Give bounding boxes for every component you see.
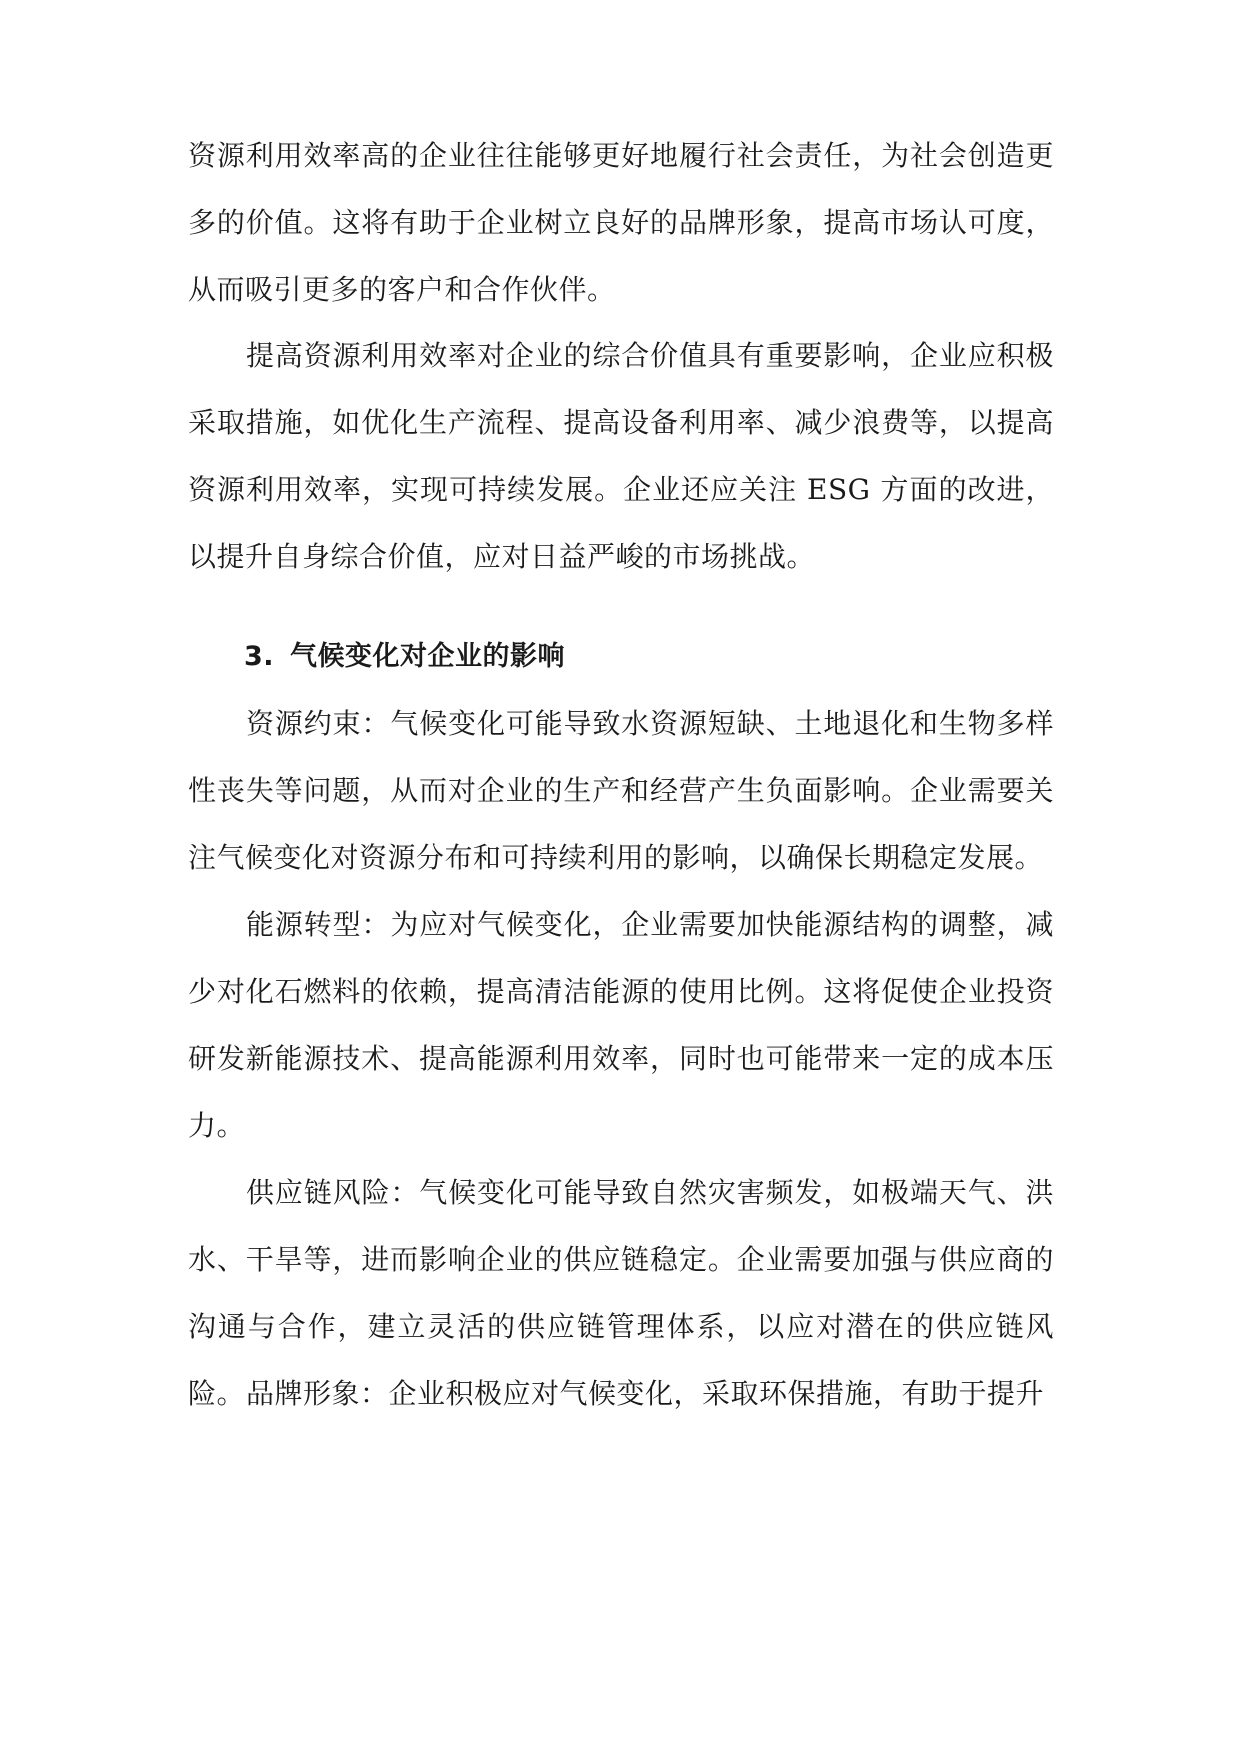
paragraph-energy-transition: 能源转型：为应对气候变化，企业需要加快能源结构的调整，减少对化石燃料的依赖，提高清洁能源的使用比例。这将促使企业投资研发新能源技术、提高能源利用效率，同时也可能带来一定的成本压力。 [188, 908, 1054, 1142]
paragraph-social-responsibility: 资源利用效率高的企业往往能够更好地履行社会责任，为社会创造更多的价值。这将有助于企业树立良好的品牌形象，提高市场认可度，从而吸引更多的客户和合作伙伴。 [188, 139, 1054, 306]
paragraph-brand-image: 品牌形象：企业积极应对气候变化，采取环保措施，有助于提升 [246, 1377, 1045, 1410]
paragraph-resource-efficiency-summary: 提高资源利用效率对企业的综合价值具有重要影响，企业应积极采取措施，如优化生产流程、提高设备利用率、减少浪费等，以提高资源利用效率，实现可持续发展。企业还应关注 ESG 方面的改进，以提升自身综合价值，应对日益严峻的市场挑战。 [188, 339, 1054, 573]
paragraph-supply-chain-risk: 供应链风险：气候变化可能导致自然灾害频发，如极端天气、洪水、干旱等，进而影响企业的供应链稳定。企业需要加强与供应商的沟通与合作，建立灵活的供应链管理体系，以应对潜在的供应链风险。 [188, 1176, 1054, 1410]
section-title: 气候变化对企业的影响 [290, 641, 566, 672]
section-number: 3. [244, 641, 275, 672]
section-heading [244, 637, 565, 677]
paragraph-resource-constraints: 资源约束：气候变化可能导致水资源短缺、土地退化和生物多样性丧失等问题，从而对企业的生产和经营产生负面影响。企业需要关注气候变化对资源分布和可持续利用的影响，以确保长期稳定发展。 [188, 707, 1054, 874]
